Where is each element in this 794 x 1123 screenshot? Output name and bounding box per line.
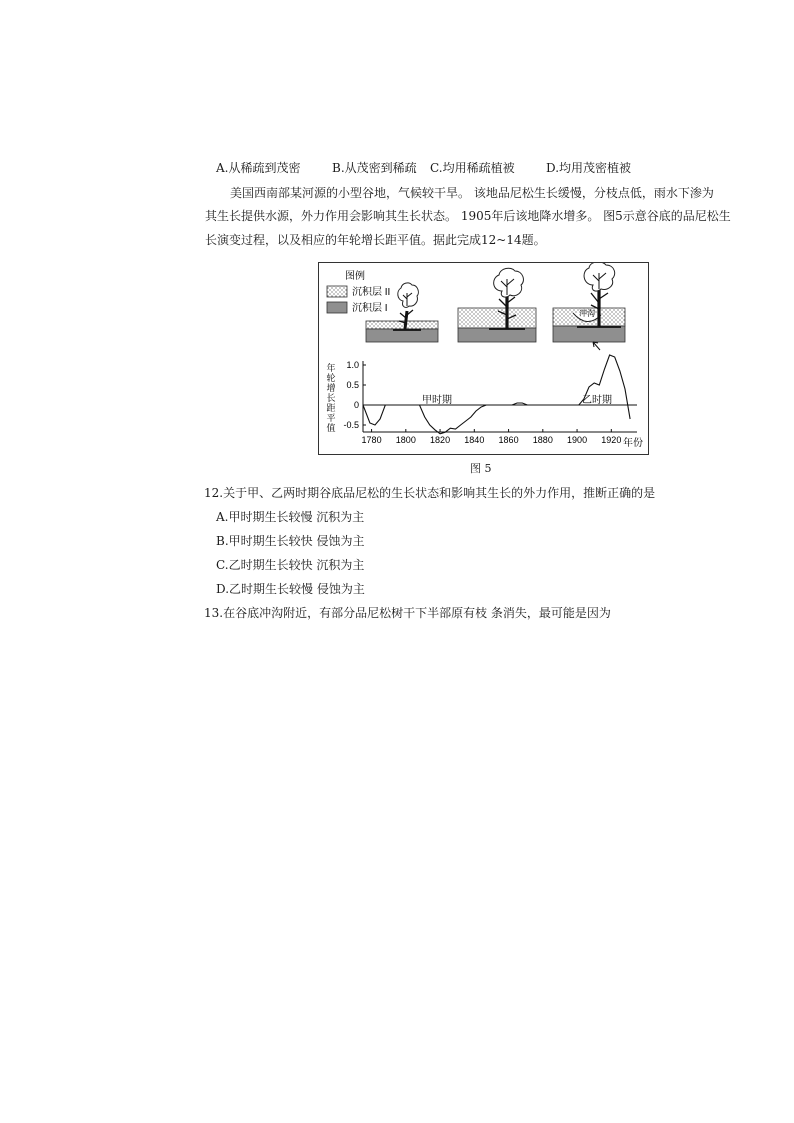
tree-ring-chart (326, 355, 643, 449)
option-d: D.均用茂密植被 (546, 161, 632, 175)
x-tick-label: 1880 (532, 435, 553, 445)
x-tick-label: 1840 (464, 435, 485, 445)
option-c: C.均用稀疏植被 (430, 161, 515, 175)
y-axis-title (326, 362, 335, 433)
y-axis-title-char: 值 (326, 423, 336, 433)
period-label-jia: 甲时期 (422, 395, 452, 406)
y-axis-title-char: 长 (326, 393, 336, 403)
option-a: A.从稀疏到茂密 (216, 161, 301, 175)
question-12-stem: 12.关于甲、乙两时期谷底品尼松的生长状态和影响其生长的外力作用，推断正确的是 (204, 486, 656, 500)
passage-line-3: 长演变过程，以及相应的年轮增长距平值。据此完成12~14题。 (205, 233, 546, 247)
x-tick-label: 1800 (395, 435, 416, 445)
y-tick-label: -0.5 (343, 420, 359, 430)
y-axis-title-char: 平 (326, 413, 336, 423)
y-tick-label: 0.5 (346, 380, 359, 390)
stage-3-diagram (553, 263, 625, 350)
y-tick-label: 0 (353, 400, 359, 410)
figure-caption: 图 5 (470, 462, 492, 475)
x-tick-label: 1780 (361, 435, 382, 445)
legend-swatch-layer-2 (327, 286, 347, 297)
x-tick-label: 1920 (601, 435, 622, 445)
x-tick-label: 1900 (567, 435, 588, 445)
question-13-stem: 13.在谷底冲沟附近，有部分品尼松树干下半部原有枝 条消失，最可能是因为 (204, 606, 611, 620)
question-12-option-c: C.乙时期生长较快 沉积为主 (216, 558, 365, 572)
legend-swatch-layer-1 (327, 302, 347, 313)
question-12-option-d: D.乙时期生长较慢 侵蚀为主 (216, 582, 365, 596)
x-tick-label: 1820 (430, 435, 451, 445)
x-axis-title: 年份 (623, 438, 643, 449)
question-12-option-b: B.甲时期生长较快 侵蚀为主 (216, 534, 365, 548)
figure-svg (319, 263, 650, 456)
legend-label-layer-2: 沉积层 II (352, 287, 391, 298)
x-tick-label: 1860 (498, 435, 519, 445)
legend-title: 图例 (345, 271, 365, 282)
y-axis-title-char: 增 (326, 383, 336, 393)
y-axis-title-char: 距 (326, 403, 336, 413)
y-axis-title-char: 年 (326, 363, 336, 373)
stage-2-diagram (458, 268, 536, 342)
passage-line-1: 美国西南部某河源的小型谷地，气候较干旱。 该地品尼松生长缓慢，分枝点低，雨水下渗为 (230, 186, 714, 200)
gully-label: 冲沟 (579, 309, 595, 318)
legend-label-layer-1: 沉积层 I (352, 303, 388, 314)
figure-5 (318, 262, 649, 455)
previous-question-options (0, 160, 794, 176)
y-axis-title-char: 轮 (326, 373, 336, 383)
option-b: B.从茂密到稀疏 (332, 161, 417, 175)
passage-line-2: 其生长提供水源，外力作用会影响其生长状态。 1905年后该地降水增多。 图5示意谷底的品尼松生 (205, 209, 731, 223)
y-tick-label: 1.0 (346, 360, 359, 370)
period-label-yi: 乙时期 (582, 395, 612, 406)
question-12-option-a: A.甲时期生长较慢 沉积为主 (216, 510, 365, 524)
